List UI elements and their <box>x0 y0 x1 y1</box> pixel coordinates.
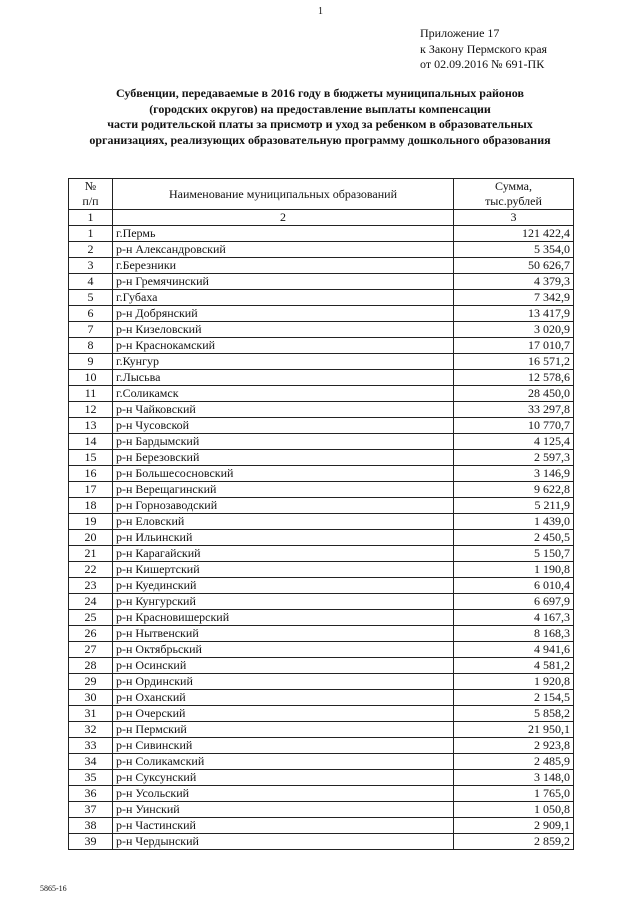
row-number: 1 <box>69 226 113 242</box>
table-row <box>69 370 574 386</box>
table-row <box>69 226 574 242</box>
table-row <box>69 674 574 690</box>
row-sum: 4 167,3 <box>454 610 574 626</box>
row-number: 4 <box>69 274 113 290</box>
row-municipality: р-н Оханский <box>113 690 454 706</box>
table-row <box>69 514 574 530</box>
table-row <box>69 754 574 770</box>
row-number: 27 <box>69 642 113 658</box>
table-row <box>69 466 574 482</box>
header-sum-line-1: Сумма, <box>495 179 532 193</box>
header-sum-line-2: тыс.рублей <box>485 194 542 208</box>
row-sum: 7 342,9 <box>454 290 574 306</box>
row-sum: 50 626,7 <box>454 258 574 274</box>
table-row <box>69 834 574 850</box>
header-number-line-2: п/п <box>82 194 99 208</box>
row-sum: 12 578,6 <box>454 370 574 386</box>
row-number: 12 <box>69 402 113 418</box>
row-municipality: р-н Сивинский <box>113 738 454 754</box>
row-number: 10 <box>69 370 113 386</box>
row-sum: 5 150,7 <box>454 546 574 562</box>
row-municipality: р-н Очерский <box>113 706 454 722</box>
row-sum: 8 168,3 <box>454 626 574 642</box>
row-municipality: р-н Кунгурский <box>113 594 454 610</box>
table-header-row <box>69 179 574 210</box>
row-number: 26 <box>69 626 113 642</box>
row-municipality: р-н Красновишерский <box>113 610 454 626</box>
row-number: 20 <box>69 530 113 546</box>
row-number: 22 <box>69 562 113 578</box>
row-sum: 1 920,8 <box>454 674 574 690</box>
row-number: 35 <box>69 770 113 786</box>
row-municipality: р-н Добрянский <box>113 306 454 322</box>
row-sum: 5 858,2 <box>454 706 574 722</box>
row-number: 39 <box>69 834 113 850</box>
row-number: 21 <box>69 546 113 562</box>
row-number: 30 <box>69 690 113 706</box>
row-number: 5 <box>69 290 113 306</box>
row-municipality: р-н Пермский <box>113 722 454 738</box>
page-mark: 1 <box>318 6 323 17</box>
appendix-line-1: Приложение 17 <box>420 26 500 40</box>
table-row <box>69 578 574 594</box>
row-number: 18 <box>69 498 113 514</box>
row-number: 34 <box>69 754 113 770</box>
row-number: 15 <box>69 450 113 466</box>
row-municipality: р-н Чусовской <box>113 418 454 434</box>
row-number: 23 <box>69 578 113 594</box>
table-row <box>69 594 574 610</box>
row-municipality: р-н Ординский <box>113 674 454 690</box>
table-row <box>69 450 574 466</box>
row-sum: 2 597,3 <box>454 450 574 466</box>
table-row <box>69 786 574 802</box>
row-municipality: р-н Чайковский <box>113 402 454 418</box>
row-sum: 1 190,8 <box>454 562 574 578</box>
header-number <box>69 179 113 210</box>
row-municipality: р-н Чердынский <box>113 834 454 850</box>
row-number: 28 <box>69 658 113 674</box>
table-row <box>69 418 574 434</box>
row-sum: 10 770,7 <box>454 418 574 434</box>
row-sum: 5 211,9 <box>454 498 574 514</box>
row-number: 38 <box>69 818 113 834</box>
row-number: 25 <box>69 610 113 626</box>
row-municipality: р-н Горнозаводский <box>113 498 454 514</box>
column-index-2: 2 <box>113 210 454 226</box>
row-number: 19 <box>69 514 113 530</box>
table-row <box>69 306 574 322</box>
row-municipality: р-н Карагайский <box>113 546 454 562</box>
table-row <box>69 610 574 626</box>
row-municipality: г.Лысьва <box>113 370 454 386</box>
row-number: 8 <box>69 338 113 354</box>
row-sum: 5 354,0 <box>454 242 574 258</box>
row-municipality: р-н Гремячинский <box>113 274 454 290</box>
row-sum: 28 450,0 <box>454 386 574 402</box>
row-municipality: р-н Кишертский <box>113 562 454 578</box>
row-sum: 21 950,1 <box>454 722 574 738</box>
row-sum: 4 581,2 <box>454 658 574 674</box>
table-row <box>69 818 574 834</box>
table-row <box>69 770 574 786</box>
appendix-line-2: к Закону Пермского края <box>420 41 548 56</box>
row-number: 6 <box>69 306 113 322</box>
title-line-3: части родительской платы за присмотр и уход за ребенком в образовательных <box>107 117 533 131</box>
row-number: 16 <box>69 466 113 482</box>
row-municipality: р-н Усольский <box>113 786 454 802</box>
table-row <box>69 562 574 578</box>
row-municipality: р-н Александровский <box>113 242 454 258</box>
row-sum: 4 125,4 <box>454 434 574 450</box>
row-sum: 1 050,8 <box>454 802 574 818</box>
row-municipality: р-н Частинский <box>113 818 454 834</box>
column-index-1: 1 <box>69 210 113 226</box>
row-municipality: г.Соликамск <box>113 386 454 402</box>
table-row <box>69 402 574 418</box>
row-sum: 6 010,4 <box>454 578 574 594</box>
row-number: 24 <box>69 594 113 610</box>
appendix-line-3: от 02.09.2016 № 691-ПК <box>420 57 545 71</box>
row-sum: 4 379,3 <box>454 274 574 290</box>
row-number: 13 <box>69 418 113 434</box>
row-municipality: р-н Соликамский <box>113 754 454 770</box>
table-row <box>69 274 574 290</box>
table-row <box>69 498 574 514</box>
row-number: 33 <box>69 738 113 754</box>
row-sum: 17 010,7 <box>454 338 574 354</box>
table-row <box>69 434 574 450</box>
row-sum: 2 154,5 <box>454 690 574 706</box>
table-row <box>69 258 574 274</box>
column-index-3: 3 <box>454 210 574 226</box>
row-number: 9 <box>69 354 113 370</box>
row-municipality: р-н Большесосновский <box>113 466 454 482</box>
title-line-4: организациях, реализующих образовательную программу дошкольного образования <box>89 132 551 147</box>
table-row <box>69 338 574 354</box>
row-number: 32 <box>69 722 113 738</box>
row-municipality: р-н Суксунский <box>113 770 454 786</box>
header-sum <box>454 179 574 210</box>
row-municipality: г.Кунгур <box>113 354 454 370</box>
row-municipality: р-н Краснокамский <box>113 338 454 354</box>
row-sum: 2 485,9 <box>454 754 574 770</box>
row-municipality: р-н Еловский <box>113 514 454 530</box>
row-sum: 13 417,9 <box>454 306 574 322</box>
column-index-row <box>69 210 574 226</box>
table-row <box>69 706 574 722</box>
row-sum: 3 020,9 <box>454 322 574 338</box>
row-municipality: р-н Бардымский <box>113 434 454 450</box>
table-row <box>69 738 574 754</box>
title-line-1: Субвенции, передаваемые в 2016 году в бюджеты муниципальных районов <box>116 86 524 100</box>
table-row <box>69 690 574 706</box>
row-number: 11 <box>69 386 113 402</box>
table-row <box>69 386 574 402</box>
row-municipality: р-н Верещагинский <box>113 482 454 498</box>
row-sum: 2 923,8 <box>454 738 574 754</box>
document-title <box>60 86 580 148</box>
header-municipality: Наименование муниципальных образований <box>113 179 454 210</box>
table-body <box>69 226 574 850</box>
row-sum: 4 941,6 <box>454 642 574 658</box>
row-sum: 33 297,8 <box>454 402 574 418</box>
table-row <box>69 722 574 738</box>
table-row <box>69 354 574 370</box>
table-row <box>69 546 574 562</box>
row-municipality: г.Березники <box>113 258 454 274</box>
row-municipality: г.Пермь <box>113 226 454 242</box>
row-number: 2 <box>69 242 113 258</box>
subsidies-table <box>68 178 574 850</box>
row-number: 14 <box>69 434 113 450</box>
row-municipality: р-н Куединский <box>113 578 454 594</box>
table-row <box>69 242 574 258</box>
table-row <box>69 626 574 642</box>
row-sum: 3 148,0 <box>454 770 574 786</box>
header-number-line-1: № <box>84 179 97 193</box>
row-municipality: р-н Кизеловский <box>113 322 454 338</box>
row-number: 31 <box>69 706 113 722</box>
row-municipality: р-н Ильинский <box>113 530 454 546</box>
row-sum: 3 146,9 <box>454 466 574 482</box>
row-sum: 6 697,9 <box>454 594 574 610</box>
row-sum: 9 622,8 <box>454 482 574 498</box>
row-number: 36 <box>69 786 113 802</box>
row-municipality: г.Губаха <box>113 290 454 306</box>
row-number: 3 <box>69 258 113 274</box>
table-row <box>69 658 574 674</box>
row-municipality: р-н Уинский <box>113 802 454 818</box>
row-municipality: р-н Октябрьский <box>113 642 454 658</box>
row-sum: 16 571,2 <box>454 354 574 370</box>
table-row <box>69 642 574 658</box>
table-row <box>69 290 574 306</box>
row-number: 29 <box>69 674 113 690</box>
table-row <box>69 530 574 546</box>
row-number: 7 <box>69 322 113 338</box>
row-sum: 1 439,0 <box>454 514 574 530</box>
row-municipality: р-н Нытвенский <box>113 626 454 642</box>
table-row <box>69 482 574 498</box>
row-municipality: р-н Березовский <box>113 450 454 466</box>
row-sum: 121 422,4 <box>454 226 574 242</box>
row-municipality: р-н Осинский <box>113 658 454 674</box>
row-sum: 2 450,5 <box>454 530 574 546</box>
row-number: 37 <box>69 802 113 818</box>
table-row <box>69 802 574 818</box>
row-sum: 2 909,1 <box>454 818 574 834</box>
footer-code: 5865-16 <box>40 884 67 893</box>
appendix-block <box>420 26 547 73</box>
row-sum: 1 765,0 <box>454 786 574 802</box>
title-line-2: (городских округов) на предоставление выплаты компенсации <box>149 101 491 116</box>
row-number: 17 <box>69 482 113 498</box>
table-row <box>69 322 574 338</box>
row-sum: 2 859,2 <box>454 834 574 850</box>
